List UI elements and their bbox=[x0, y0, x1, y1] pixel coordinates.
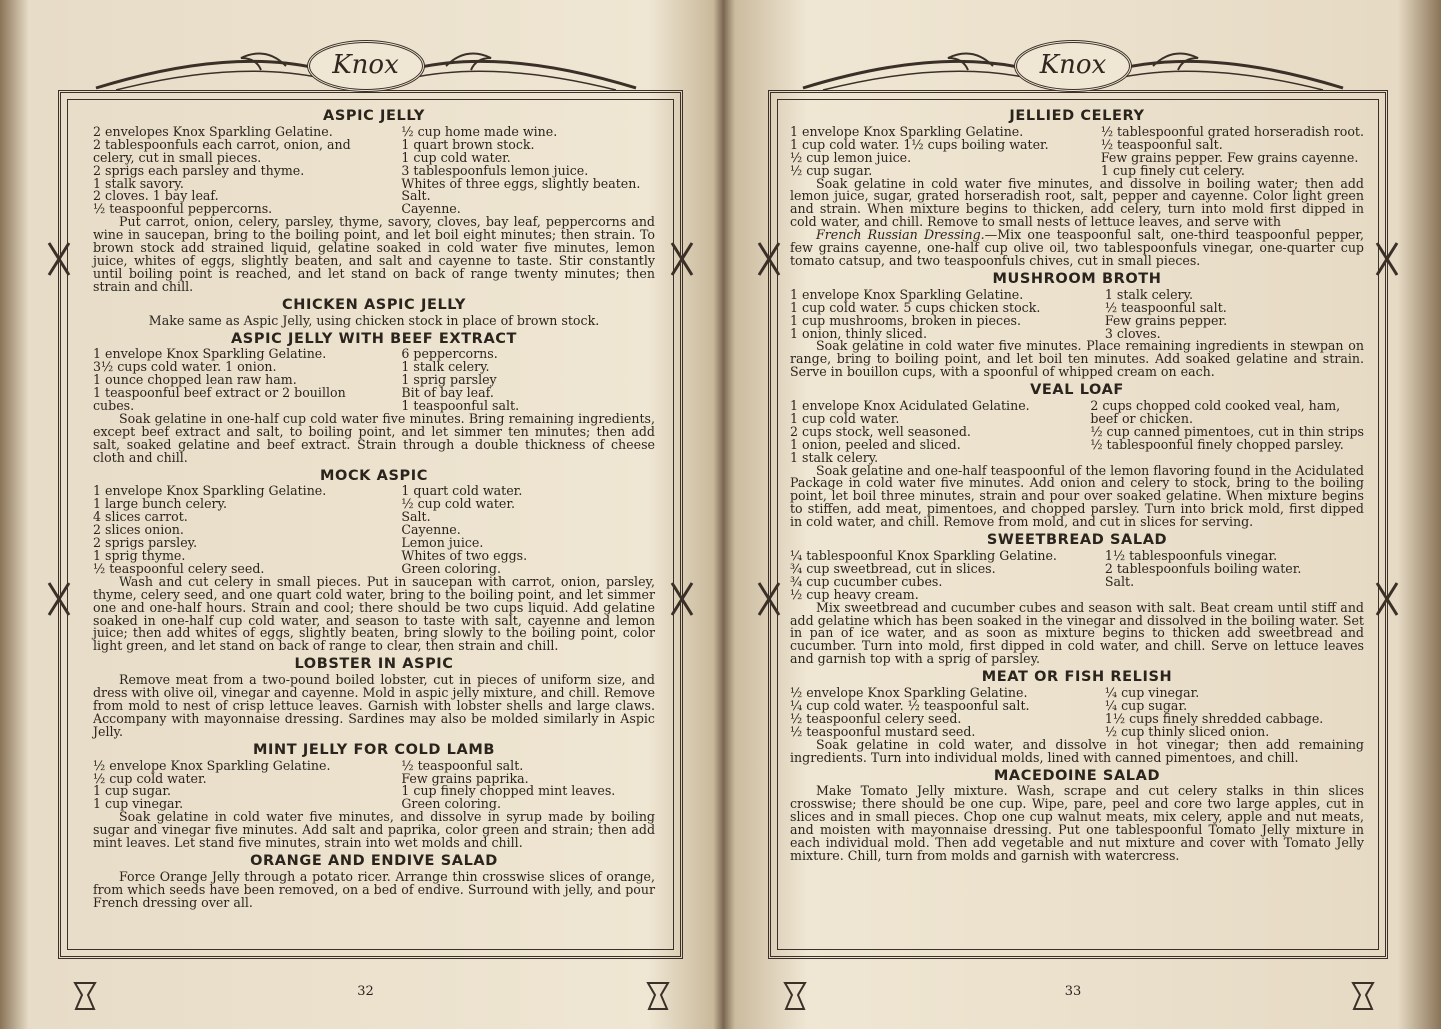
recipe-title: LOBSTER IN ASPIC bbox=[294, 656, 454, 673]
ingredient-line: Few grains pepper. bbox=[1104, 312, 1228, 328]
ingredient-list bbox=[790, 123, 1364, 178]
ingredient-list bbox=[93, 348, 655, 413]
ingredient-line: ½ cup cold water. bbox=[93, 770, 207, 786]
ingredient-line: 2 slices onion. bbox=[93, 522, 184, 538]
ingredient-line: celery, cut in small pieces. bbox=[93, 149, 262, 165]
knot-ornament-icon bbox=[669, 240, 695, 278]
recipe-title: MACEDOINE SALAD bbox=[993, 767, 1161, 784]
ingredient-column bbox=[790, 687, 1095, 739]
knox-logo: Knox bbox=[1014, 40, 1132, 92]
ingredient-line: 2 sprigs each parsley and thyme. bbox=[93, 162, 305, 178]
ingredient-column bbox=[1100, 123, 1364, 178]
ingredient-line: 1 envelope Knox Sparkling Gelatine. bbox=[93, 483, 327, 499]
ingredient-line: Whites of two eggs. bbox=[401, 548, 528, 563]
ingredient-line: ½ teaspoonful celery seed. bbox=[790, 710, 962, 726]
ingredient-line: 3 tablespoonfuls lemon juice. bbox=[401, 162, 589, 178]
ingredient-line: 1 teaspoonful beef extract or 2 bouillon bbox=[93, 385, 346, 401]
knot-ornament-icon bbox=[1374, 240, 1400, 278]
ingredient-line: Salt. bbox=[401, 509, 431, 525]
ingredient-line: ½ teaspoonful salt. bbox=[401, 757, 524, 773]
recipe-directions: Soak gelatine and one-half teaspoonful of the lemon flavoring found in the Acidulated Package in cold water five minutes. Add onion and celery to stock, bring to the boiling point, let boil three minutes, strain and pour over soaked gelatine. When mixture begins to stiffen, add meat, pimentoes, and chopped parsley. Turn into brick mold, first dipped in cold water, and chill. Remove from mold, and cut in slices for serving. bbox=[790, 462, 1364, 530]
ingredient-line: 1 cup sugar. bbox=[93, 783, 172, 799]
knot-ornament-icon bbox=[756, 240, 782, 278]
ingredient-line: 1 envelope Knox Sparkling Gelatine. bbox=[790, 123, 1024, 139]
ingredient-line: 1 cup mushrooms, broken in pieces. bbox=[790, 312, 1021, 328]
ingredient-line: 1 stalk celery. bbox=[1104, 286, 1194, 302]
ingredient-column bbox=[1104, 286, 1364, 341]
ingredient-line: 1 cup cold water. 5 cups chicken stock. bbox=[790, 299, 1041, 315]
ingredient-line: 3 cloves. bbox=[1104, 325, 1161, 341]
ingredient-list bbox=[93, 123, 655, 217]
recipe-directions: Remove meat from a two-pound boiled lobster, cut in pieces of uniform size, and dress with olive oil, vinegar and cayenne. Mold in aspic jelly mixture, and chill. Remove from mold to nest of crisp lettuce leaves. Garnish with lobster shells and large claws. Accompany with mayonnaise dressing. Sardines may also be molded similarly in Aspic Jelly. bbox=[93, 672, 655, 739]
recipe-directions: Make same as Aspic Jelly, using chicken stock in place of brown stock. bbox=[148, 312, 600, 328]
ingredient-line: 3½ cups cold water. 1 onion. bbox=[93, 359, 277, 375]
ingredient-line: ½ cup heavy cream. bbox=[790, 586, 919, 602]
ingredient-line: ½ teaspoonful salt. bbox=[1100, 136, 1223, 152]
ingredient-line: 1½ tablespoonfuls vinegar. bbox=[1104, 548, 1278, 563]
ingredient-column bbox=[790, 550, 1095, 602]
ingredient-line: ½ teaspoonful mustard seed. bbox=[790, 723, 976, 739]
knot-ornament-icon bbox=[756, 580, 782, 618]
ingredient-line: 1 cup vinegar. bbox=[93, 796, 184, 812]
ingredient-line: Lemon juice. bbox=[401, 535, 484, 551]
recipe-directions: Soak gelatine in cold water five minutes. Place remaining ingredients in stewpan on range, bring to boiling point, and let boil ten minutes. Add soaked gelatine and strain. Serve in bouillon cups, with a spoonful of whipped cream on each. bbox=[790, 338, 1364, 380]
ingredient-line: 1 stalk celery. bbox=[790, 449, 879, 465]
recipe-directions: Mix sweetbread and cucumber cubes and season with salt. Beat cream until stiff and add gelatine which has been soaked in the vinegar and dissolved in the boiling water. Set in pan of ice water, and as soon as mixture begins to thicken add sweetbread and cucumber. Turn into mold, first dipped in cold water, and chill. Serve on lettuce leaves and garnish top with a sprig of parsley. bbox=[790, 599, 1364, 667]
recipe-directions: Soak gelatine in one-half cup cold water five minutes. Bring remaining ingredients, except beef extract and salt, to boiling point, and let simmer ten minutes; then add salt, soaked gelatine and beef extract. Strain through a double thickness of cheese cloth and chill. bbox=[93, 410, 655, 465]
ingredient-line: 1 sprig thyme. bbox=[93, 548, 186, 563]
recipe-directions: Soak gelatine in cold water, and dissolve in hot vinegar; then add remaining ingredients. Turn into individual molds, lined with canned pimentoes, and chill. bbox=[790, 736, 1364, 765]
ingredient-list bbox=[790, 550, 1364, 602]
knot-ornament-icon bbox=[1374, 580, 1400, 618]
ingredient-line: ¼ cup vinegar. bbox=[1104, 685, 1200, 701]
ingredient-line: ¼ tablespoonful Knox Sparkling Gelatine. bbox=[790, 548, 1057, 563]
ingredient-line: 1 quart cold water. bbox=[401, 483, 523, 499]
recipe-title: ASPIC JELLY bbox=[323, 108, 425, 124]
ingredient-list bbox=[93, 485, 655, 575]
ingredient-line: 2 tablespoonfuls boiling water. bbox=[1104, 560, 1302, 576]
ingredient-line: Cayenne. bbox=[401, 201, 461, 217]
ingredient-line: Few grains pepper. Few grains cayenne. bbox=[1100, 149, 1359, 165]
ingredient-line: ½ tablespoonful finely chopped parsley. bbox=[1090, 436, 1344, 452]
dressing-note-title: French Russian Dressing. bbox=[816, 227, 985, 243]
ingredient-line: 1½ cups finely shredded cabbage. bbox=[1104, 710, 1324, 726]
ingredient-line: Salt. bbox=[401, 188, 431, 204]
ingredient-line: Bit of bay leaf. bbox=[401, 385, 494, 401]
page-number: 32 bbox=[357, 984, 374, 999]
recipe-title: ORANGE AND ENDIVE SALAD bbox=[250, 852, 498, 869]
ingredient-line: ½ envelope Knox Sparkling Gelatine. bbox=[93, 757, 331, 773]
ingredient-line: 2 cups chopped cold cooked veal, ham, bbox=[1090, 398, 1341, 414]
recipe-directions: Soak gelatine in cold water five minutes, and dissolve in boiling water; then add lemon juice, sugar, grated horseradish root, salt, pepper and cayenne. Color light green and strain. When mixture begins to thicken, add celery, turn into mold first dipped in cold water, and chill. Remove to small nests of lettuce leaves, and serve with bbox=[790, 175, 1364, 230]
ingredient-line: 1 envelope Knox Sparkling Gelatine. bbox=[93, 346, 327, 362]
ingredient-line: ½ teaspoonful salt. bbox=[1104, 299, 1227, 315]
ingredient-column bbox=[401, 485, 655, 575]
ingredient-line: Green coloring. bbox=[401, 560, 501, 576]
page-left bbox=[18, 0, 713, 1029]
dressing-note bbox=[790, 229, 1364, 268]
recipe-directions: Put carrot, onion, celery, parsley, thyme, savory, cloves, bay leaf, peppercorns and wine in saucepan, bring to the boiling point, and let boil eight minutes; then strain. To brown stock add strained liquid, gelatine soaked in cold water five minutes, lemon juice, whites of eggs, slightly beaten, and salt and cayenne to taste. Stir constantly until boiling point is reached, and let stand on back of range twenty minutes; then strain and chill. bbox=[93, 214, 655, 294]
knot-ornament-icon bbox=[46, 580, 72, 618]
recipe-title: MOCK ASPIC bbox=[319, 467, 428, 484]
ingredient-list bbox=[93, 757, 655, 812]
tassel-ornament-icon bbox=[780, 981, 810, 1011]
ingredient-list bbox=[790, 286, 1364, 341]
ingredient-line: 2 cups stock, well seasoned. bbox=[790, 423, 971, 439]
ingredient-line: 1 envelope Knox Sparkling Gelatine. bbox=[790, 286, 1024, 302]
ingredient-line: 1 onion, thinly sliced. bbox=[790, 325, 927, 341]
ingredient-line: ½ envelope Knox Sparkling Gelatine. bbox=[790, 685, 1028, 701]
ingredient-line: 2 tablespoonfuls each carrot, onion, and bbox=[93, 136, 351, 152]
ingredient-column bbox=[1090, 400, 1364, 465]
ingredient-line: ½ cup sugar. bbox=[790, 162, 873, 178]
recipe-title: MUSHROOM BROTH bbox=[992, 270, 1162, 287]
ingredient-line: 1 cup finely cut celery. bbox=[1100, 162, 1245, 178]
recipe-column-right bbox=[790, 105, 1364, 863]
ingredient-line: 1 ounce chopped lean raw ham. bbox=[93, 372, 297, 388]
ingredient-line: 1 teaspoonful salt. bbox=[401, 398, 520, 414]
ingredient-column bbox=[93, 123, 391, 217]
ingredient-line: ¾ cup cucumber cubes. bbox=[790, 573, 943, 589]
ingredient-column bbox=[790, 123, 1091, 178]
ingredient-line: ½ tablespoonful grated horseradish root. bbox=[1100, 123, 1364, 139]
ingredient-line: beef or chicken. bbox=[1090, 410, 1193, 426]
ingredient-line: ½ teaspoonful celery seed. bbox=[93, 560, 265, 576]
ingredient-line: 2 cloves. 1 bay leaf. bbox=[93, 188, 219, 204]
recipe-directions: Force Orange Jelly through a potato ricer. Arrange thin crosswise slices of orange, from which seeds have been removed, on a bed of endive. Surround with jelly, and pour French dressing over all. bbox=[93, 868, 655, 910]
ingredient-line: ¼ cup cold water. ½ teaspoonful salt. bbox=[790, 697, 1030, 713]
ingredient-line: ½ cup lemon juice. bbox=[790, 149, 912, 165]
ingredient-column bbox=[93, 348, 391, 413]
ingredient-list bbox=[790, 400, 1364, 465]
ingredient-line: Few grains paprika. bbox=[401, 770, 529, 786]
ingredient-list bbox=[790, 687, 1364, 739]
tassel-ornament-icon bbox=[643, 981, 673, 1011]
ingredient-line: 1 cup cold water. bbox=[401, 149, 511, 165]
recipe-title: MEAT OR FISH RELISH bbox=[981, 669, 1173, 686]
ingredient-line: Whites of three eggs, slightly beaten. bbox=[401, 175, 641, 191]
recipe-title: VEAL LOAF bbox=[1030, 382, 1124, 399]
ingredient-line: 2 sprigs parsley. bbox=[93, 535, 198, 551]
recipe-title: ASPIC JELLY WITH BEEF EXTRACT bbox=[230, 330, 518, 347]
ingredient-column bbox=[93, 757, 391, 812]
recipe-title: JELLIED CELERY bbox=[1009, 108, 1145, 124]
ingredient-line: 1 cup finely chopped mint leaves. bbox=[401, 783, 616, 799]
ingredient-line: Green coloring. bbox=[401, 796, 501, 812]
ingredient-line: 1 quart brown stock. bbox=[401, 136, 535, 152]
ingredient-column bbox=[401, 757, 655, 812]
ingredient-line: 4 slices carrot. bbox=[93, 509, 188, 525]
recipe-column-left bbox=[93, 105, 655, 910]
ingredient-column bbox=[1105, 687, 1364, 739]
ingredient-column bbox=[790, 400, 1080, 465]
ingredient-line: ½ cup cold water. bbox=[401, 496, 515, 512]
tassel-ornament-icon bbox=[70, 981, 100, 1011]
ingredient-line: 1 cup cold water. 1½ cups boiling water. bbox=[790, 136, 1049, 152]
ingredient-line: 2 envelopes Knox Sparkling Gelatine. bbox=[93, 123, 333, 139]
recipe-title: MINT JELLY FOR COLD LAMB bbox=[252, 741, 496, 758]
page-right bbox=[728, 0, 1418, 1029]
ingredient-column bbox=[401, 123, 655, 217]
recipe-title: SWEETBREAD SALAD bbox=[986, 532, 1168, 549]
ingredient-line: 1 stalk savory. bbox=[93, 175, 184, 191]
ingredient-line: cubes. bbox=[93, 398, 135, 414]
knot-ornament-icon bbox=[669, 580, 695, 618]
ingredient-line: ¼ cup sugar. bbox=[1104, 697, 1188, 713]
ingredient-line: 1 cup cold water. bbox=[790, 410, 900, 426]
ingredient-column bbox=[93, 485, 391, 575]
ingredient-line: ½ cup home made wine. bbox=[401, 123, 558, 139]
ingredient-line: ½ teaspoonful peppercorns. bbox=[93, 201, 273, 217]
ingredient-line: 6 peppercorns. bbox=[401, 346, 498, 362]
ingredient-line: ½ cup canned pimentoes, cut in thin strips bbox=[1090, 423, 1364, 439]
ingredient-line: 1 onion, peeled and sliced. bbox=[790, 436, 961, 452]
tassel-ornament-icon bbox=[1348, 981, 1378, 1011]
recipe-directions: Wash and cut celery in small pieces. Put in saucepan with carrot, onion, parsley, thyme, celery seed, and one quart cold water, bring to the boiling point, and let simmer one and one-half hours. Strain and cool; there should be two cups liquid. Add gelatine soaked in one-half cup cold water, and season to taste with salt, cayenne and lemon juice; then add whites of eggs, slightly beaten, bring slowly to the boiling point, color light green, and let stand on back of range to clear, then strain and chill. bbox=[93, 573, 655, 654]
knot-ornament-icon bbox=[46, 240, 72, 278]
ingredient-line: 1 sprig parsley bbox=[401, 372, 497, 388]
page-number: 33 bbox=[1064, 984, 1082, 999]
recipe-directions: Make Tomato Jelly mixture. Wash, scrape and cut celery stalks in thin slices crosswise; there should be one cup. Wipe, pare, peel and core two large apples, cut in slices and in small pieces. Chop one cup walnut meats, mix celery, apple and nut meats, and moisten with mayonnaise dressing. Put one tablespoonful Tomato Jelly mixture in each individual mold. Then add vegetable and nut mixture and cover with Tomato Jelly mixture. Chill, turn from molds and garnish with watercress. bbox=[790, 783, 1364, 863]
ingredient-column bbox=[790, 286, 1095, 341]
ingredient-column bbox=[1105, 550, 1364, 602]
ingredient-line: ¾ cup sweetbread, cut in slices. bbox=[790, 560, 996, 576]
ingredient-line: 1 envelope Knox Acidulated Gelatine. bbox=[790, 398, 1030, 414]
ingredient-column bbox=[401, 348, 655, 413]
ingredient-line: Salt. bbox=[1104, 573, 1135, 589]
dressing-note-text: —Mix one teaspoonful salt, one-third teaspoonful pepper, few grains cayenne, one-half cup olive oil, two tablespoonfuls vinegar, one-quarter cup tomato catsup, and two teaspoonfuls chives, cut in small pieces. bbox=[790, 227, 1364, 268]
recipe-title: CHICKEN ASPIC JELLY bbox=[282, 296, 466, 313]
ingredient-line: Cayenne. bbox=[401, 522, 461, 538]
ingredient-line: 1 large bunch celery. bbox=[93, 496, 227, 512]
ingredient-line: ½ cup thinly sliced onion. bbox=[1104, 723, 1270, 739]
recipe-directions: Soak gelatine in cold water five minutes, and dissolve in syrup made by boiling sugar and vinegar five minutes. Add salt and paprika, color green and strain; then add mint leaves. Let stand five minutes, strain into wet molds and chill. bbox=[93, 809, 655, 851]
ingredient-line: 1 stalk celery. bbox=[401, 359, 490, 375]
knox-logo: Knox bbox=[307, 40, 425, 92]
